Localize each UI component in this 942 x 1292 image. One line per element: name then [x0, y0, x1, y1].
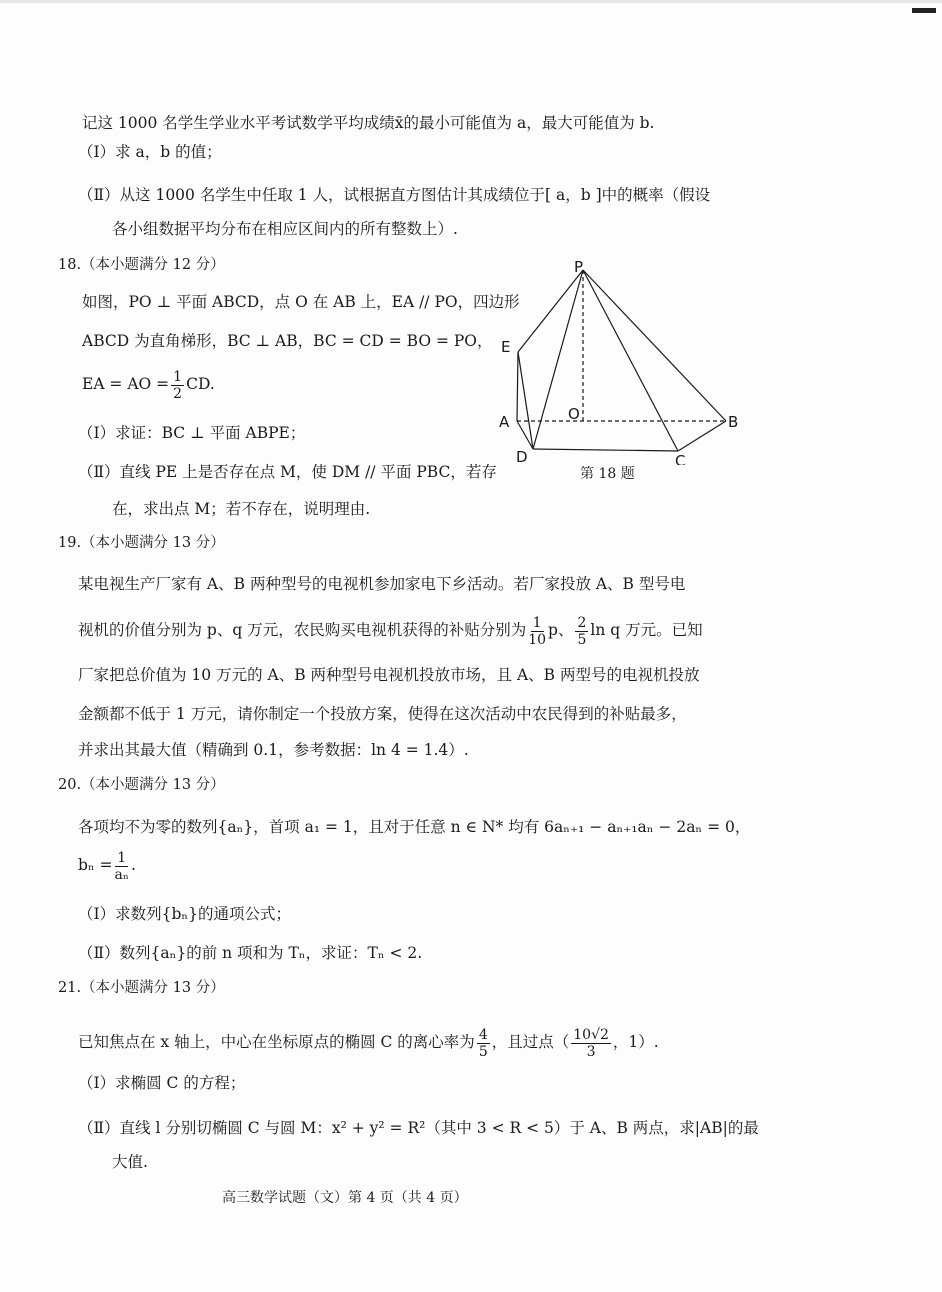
q18-line3 — [82, 368, 215, 402]
q19-line2 — [78, 614, 703, 648]
q18-line2: ABCD 为直角梯形，BC ⊥ AB，BC = CD = BO = PO， — [82, 332, 493, 350]
q19-line5: 并求出其最大值（精确到 0.1，参考数据：ln 4 = 1.4）. — [78, 741, 469, 759]
edge-PC — [583, 270, 678, 451]
scan-edge — [0, 0, 942, 3]
q20-line2-post: . — [130, 856, 136, 874]
fraction — [477, 1027, 490, 1060]
q19-line1: 某电视生产厂家有 A、B 两种型号的电视机参加家电下乡活动。若厂家投放 A、B 型号电 — [78, 575, 686, 593]
fraction-denominator: 3 — [586, 1043, 596, 1060]
edge-DC — [533, 449, 678, 451]
label-B: B — [728, 413, 739, 431]
q19-line2-pre: 视机的价值分别为 p、q 万元，农民购买电视机获得的补贴分别为 — [78, 621, 527, 639]
fraction-numerator: 4 — [478, 1026, 488, 1043]
q19-line4: 金额都不低于 1 万元，请你制定一个投放方案，使得在这次活动中农民得到的补贴最多， — [78, 705, 687, 723]
fraction-denominator: aₙ — [114, 866, 129, 883]
q18-line3-post: CD. — [186, 375, 215, 393]
edge-CB — [678, 421, 726, 451]
label-O: O — [568, 405, 580, 423]
q21-part2: （Ⅱ）直线 l 分别切椭圆 C 与圆 M：x² + y² = R²（其中 3 < R < 5）于 A、B 两点，求|AB|的最 — [78, 1119, 759, 1137]
fraction — [571, 1027, 611, 1060]
q19-line2-post: ln q 万元。已知 — [590, 621, 703, 639]
q21-part1: （Ⅰ）求椭圆 C 的方程； — [78, 1074, 246, 1092]
q21-line1 — [78, 1026, 659, 1060]
q18-line3-pre: EA = AO = — [82, 375, 170, 393]
fraction — [115, 850, 129, 883]
q17-line1: 记这 1000 名学生学业水平考试数学平均成绩x̄的最小可能值为 a，最大可能值为 b. — [82, 114, 655, 132]
q21-line1-mid: ，且过点（ — [491, 1033, 570, 1051]
q17-part2-cont: 各小组数据平均分布在相应区间内的所有整数上）. — [112, 220, 458, 238]
fraction-numerator: 1 — [532, 614, 542, 631]
q20-line2-pre: bₙ = — [78, 856, 113, 874]
edge-ED — [518, 352, 533, 449]
q19-header: 19.（本小题满分 13 分） — [58, 535, 225, 551]
q18-part2: （Ⅱ）直线 PE 上是否存在点 M，使 DM // 平面 PBC，若存 — [78, 463, 497, 481]
q19-line3: 厂家把总价值为 10 万元的 A、B 两种型号电视机投放市场，且 A、B 两型号的电视机投放 — [78, 666, 700, 684]
fraction-numerator: 1 — [173, 368, 183, 385]
q18-line1: 如图，PO ⊥ 平面 ABCD，点 O 在 AB 上，EA // PO，四边形 — [82, 293, 520, 311]
q20-part2: （Ⅱ）数列{aₙ}的前 n 项和为 Tₙ，求证：Tₙ < 2. — [78, 944, 423, 962]
q20-part1: （Ⅰ）求数列{bₙ}的通项公式； — [78, 905, 291, 923]
edge-EA — [517, 352, 518, 421]
q17-part2: （Ⅱ）从这 1000 名学生中任取 1 人，试根据直方图估计其成绩位于[ a，b ]中的概率（假设 — [78, 186, 711, 204]
fraction — [575, 615, 588, 648]
label-C: C — [675, 452, 686, 465]
fraction-numerator: 1 — [117, 849, 127, 866]
q18-header: 18.（本小题满分 12 分） — [58, 257, 225, 273]
edge-PE — [518, 270, 583, 352]
label-P: P — [574, 258, 584, 276]
label-E: E — [501, 338, 511, 356]
fraction-denominator: 2 — [173, 385, 183, 402]
pyramid-figure — [490, 250, 750, 465]
label-D: D — [516, 448, 528, 465]
q20-header: 20.（本小题满分 13 分） — [58, 777, 225, 793]
q21-header: 21.（本小题满分 13 分） — [58, 980, 225, 996]
q18-part2-cont: 在，求出点 M；若不存在，说明理由. — [112, 500, 371, 518]
q20-line2 — [78, 849, 136, 883]
label-A: A — [499, 413, 510, 431]
scan-mark — [912, 8, 936, 13]
page-footer: 高三数学试题（文）第 4 页（共 4 页） — [222, 1190, 468, 1206]
fraction — [528, 615, 546, 648]
fraction-numerator: 10√2 — [573, 1026, 609, 1043]
fraction-denominator: 5 — [577, 631, 587, 648]
q17-part1: （Ⅰ）求 a，b 的值； — [78, 143, 222, 161]
fraction-denominator: 5 — [478, 1043, 488, 1060]
q21-line1-post: ，1）. — [612, 1033, 659, 1051]
fraction-denominator: 10 — [528, 631, 547, 648]
figure-caption: 第 18 题 — [580, 466, 635, 482]
q21-part2-cont: 大值. — [112, 1153, 148, 1171]
q20-line1: 各项均不为零的数列{aₙ}，首项 a₁ = 1，且对于任意 n ∈ N* 均有 6aₙ₊₁ − aₙ₊₁aₙ − 2aₙ = 0， — [78, 818, 751, 836]
q19-line2-mid: p、 — [548, 621, 574, 639]
fraction-numerator: 2 — [577, 614, 587, 631]
q21-line1-pre: 已知焦点在 x 轴上，中心在坐标原点的椭圆 C 的离心率为 — [78, 1033, 475, 1051]
fraction — [171, 369, 184, 402]
edge-PB — [583, 270, 726, 421]
q18-part1: （Ⅰ）求证：BC ⊥ 平面 ABPE； — [78, 424, 306, 442]
